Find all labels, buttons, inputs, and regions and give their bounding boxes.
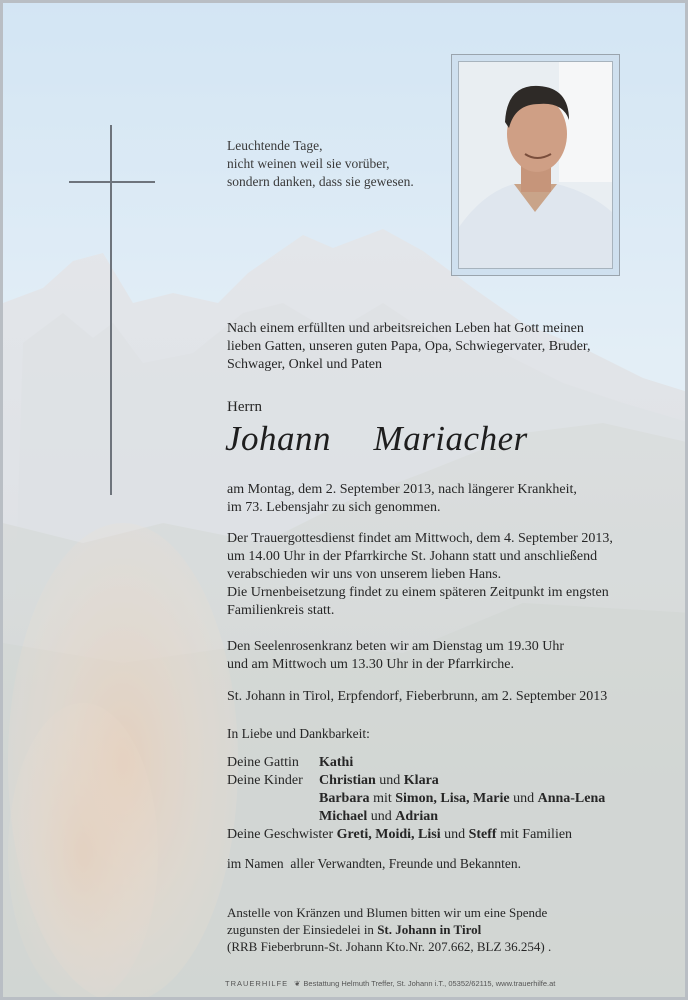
rosary-info xyxy=(227,638,564,674)
family-row-children xyxy=(227,808,605,826)
donation-request xyxy=(227,904,551,955)
deceased-name: Johann Mariacher xyxy=(225,419,528,458)
service-line: um 14.00 Uhr in der Pfarrkirche St. Johann statt und anschließend xyxy=(227,549,598,564)
quote-line: Leuchtende Tage, xyxy=(227,138,323,153)
quote-line: nicht weinen weil sie vorüber, xyxy=(227,156,390,171)
death-line: am Montag, dem 2. September 2013, nach längerer Krankheit, xyxy=(227,482,577,497)
conjunction: und xyxy=(444,827,466,842)
donation-beneficiary: St. Johann in Tirol xyxy=(377,922,482,937)
family-row-siblings xyxy=(227,826,605,844)
service-line: verabschieden wir uns von unserem lieben Hans. xyxy=(227,567,502,582)
donation-text: zugunsten der Einsiedelei in xyxy=(227,922,378,937)
donation-line: Anstelle von Kränzen und Blumen bitten wir um eine Spende xyxy=(227,905,548,920)
service-line: Die Urnenbeisetzung findet zu einem späteren Zeitpunkt im engsten xyxy=(227,585,609,600)
partner-name: Klara xyxy=(403,773,439,788)
service-line: Familienkreis statt. xyxy=(227,603,335,618)
family-row-children xyxy=(227,772,605,790)
children-label: Deine Kinder xyxy=(227,773,303,788)
siblings-suffix: mit Familien xyxy=(500,827,573,842)
family-row-wife xyxy=(227,754,605,772)
wife-name: Kathi xyxy=(319,755,354,770)
siblings-label: Deine Geschwister xyxy=(227,827,334,842)
conjunction: und xyxy=(379,773,401,788)
conjunction: mit xyxy=(373,791,392,806)
wife-label: Deine Gattin xyxy=(227,755,299,770)
child-name: Barbara xyxy=(319,791,370,806)
rosary-line: Den Seelenrosenkranz beten wir am Dienstag um 19.30 Uhr xyxy=(227,639,565,654)
relatives-line: im Namen aller Verwandten, Freunde und Bekannten. xyxy=(227,856,522,871)
portrait-image xyxy=(459,62,612,268)
child-name: Michael xyxy=(319,809,368,824)
funeral-service-info xyxy=(227,530,613,620)
intro-line: Nach einem erfüllten und arbeitsreichen Leben hat Gott meinen xyxy=(227,321,584,336)
rosary-line: und am Mittwoch um 13.30 Uhr in der Pfarrkirche. xyxy=(227,657,514,672)
portrait-photo xyxy=(451,54,620,276)
place-and-date: St. Johann in Tirol, Erpfendorf, Fieberbrunn, am 2. September 2013 xyxy=(227,689,608,704)
quote-line: sondern danken, dass sie gewesen. xyxy=(227,174,414,189)
cross-icon xyxy=(69,125,155,495)
grandchild-name: Anna-Lena xyxy=(537,791,606,806)
funeral-home-contact: Bestattung Helmuth Treffer, St. Johann i.T., 05352/62115, www.trauerhilfe.at xyxy=(303,979,556,988)
intro-text xyxy=(227,320,591,374)
death-notice xyxy=(227,481,577,517)
donation-line xyxy=(227,921,551,938)
memorial-quote xyxy=(227,137,414,191)
intro-line: lieben Gatten, unseren guten Papa, Opa, Schwiegervater, Bruder, xyxy=(227,339,591,354)
siblings-names: Greti, Moidi, Lisi xyxy=(336,827,441,842)
funeral-home-logo-icon: ❦ xyxy=(294,979,301,988)
donation-line: (RRB Fieberbrunn-St. Johann Kto.Nr. 207.662, BLZ 36.254) . xyxy=(227,939,552,954)
family-list xyxy=(227,754,605,844)
conjunction: und xyxy=(513,791,535,806)
child-name: Christian xyxy=(319,773,376,788)
sibling-name: Steff xyxy=(468,827,497,842)
funeral-home-footer xyxy=(225,979,555,988)
family-row-children xyxy=(227,790,605,808)
intro-line: Schwager, Onkel und Paten xyxy=(227,357,382,372)
conjunction: und xyxy=(370,809,392,824)
partner-name: Adrian xyxy=(395,809,439,824)
grandchildren-names: Simon, Lisa, Marie xyxy=(395,791,510,806)
salutation: Herrn xyxy=(227,399,262,415)
death-line: im 73. Lebensjahr zu sich genommen. xyxy=(227,500,441,515)
service-line: Der Trauergottesdienst findet am Mittwoch, dem 4. September 2013, xyxy=(227,531,613,546)
thanks-line: In Liebe und Dankbarkeit: xyxy=(227,726,370,741)
funeral-home-brand: TRAUERHILFE xyxy=(225,979,289,988)
